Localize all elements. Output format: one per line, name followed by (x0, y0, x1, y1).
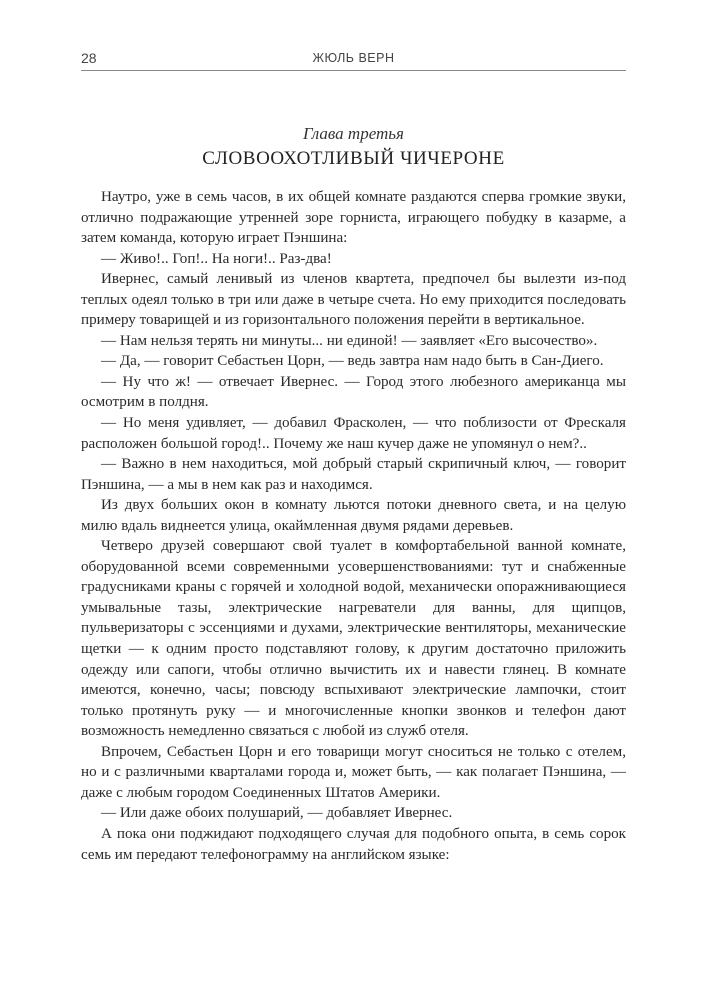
body-text (81, 187, 626, 865)
paragraph: — Важно в нем находиться, мой добрый старый скрипичный ключ, — говорит Пэншина, — а мы в нем как раз и находимся. (81, 456, 626, 493)
paragraph: — Нам нельзя терять ни минуты... ни единой! — заявляет «Его высочество». (101, 332, 598, 349)
paragraph: — Живо!.. Гоп!.. На ноги!.. Раз-два! (101, 250, 332, 267)
paragraph: А пока они поджидают подходящего случая для подобного опыта, в семь сорок семь им передают телефонограмму на английском языке: (81, 825, 626, 863)
running-head: ЖЮЛЬ ВЕРН (312, 51, 395, 65)
paragraph: — Ну что ж! — отвечает Ивернес. — Город этого любезного американца мы осмотрим в полдня. (81, 373, 626, 411)
page-number: 28 (81, 50, 97, 66)
paragraph: Из двух больших окон в комнату льются потоки дневного света, и на целую милю вдаль виднеется улица, окаймленная двумя рядами деревьев. (81, 497, 626, 534)
page-header (81, 48, 626, 71)
paragraph: — Да, — говорит Себастьен Цорн, — ведь завтра нам надо быть в Сан-Диего. (101, 353, 604, 370)
chapter-title: СЛОВООХОТЛИВЫЙ ЧИЧЕРОНЕ (202, 148, 505, 169)
paragraph: Ивернес, самый ленивый из членов квартета, предпочел бы вылезти из-под теплых одеял только в три или даже в четыре счета. Но ему приходится последовать примеру товарищей и из горизонтального положения перейти в вертикальное. (81, 271, 626, 329)
paragraph: Наутро, уже в семь часов, в их общей комнате раздаются сперва громкие звуки, отлично подражающие утренней зоре горниста, играющего побудку в казарме, а затем команда, которую играет Пэншина: (81, 189, 626, 247)
paragraph: Четверо друзей совершают свой туалет в комфортабельной ванной комнате, оборудованной всеми современными усовершенствованиями: тут и снабженные градусниками краны с горячей и холодной водой, механически опоражнивающиеся умывальные тазы, электрические нагреватели для ванны, для щипцов, пульверизаторы с эссенциями и духами, электрические вентиляторы, механические щетки — к одним просто подставляют голову, к другим достаточно приложить одежду или сапоги, чтобы отлично вычистить их и навести глянец. В комнате имеются, конечно, часы; повсюду вспыхивают электрические лампочки, стоит только протянуть руку — и многочисленные кнопки звонков и телефон дают возможность немедленно связаться с любой из служб отеля. (81, 538, 626, 740)
chapter-label: Глава третья (303, 124, 404, 143)
paragraph: — Но меня удивляет, — добавил Фрасколен, — что поблизости от Фрескаля расположен большой город!.. Почему же наш кучер даже не упомянул о нем?.. (81, 415, 626, 452)
paragraph: Впрочем, Себастьен Цорн и его товарищи могут сноситься не только с отелем, но и с различными кварталами города и, может быть, — как полагает Пэншина, — даже с любым городом Соединенных Штатов Америки. (81, 743, 626, 801)
paragraph: — Или даже обоих полушарий, — добавляет Ивернес. (101, 805, 453, 822)
